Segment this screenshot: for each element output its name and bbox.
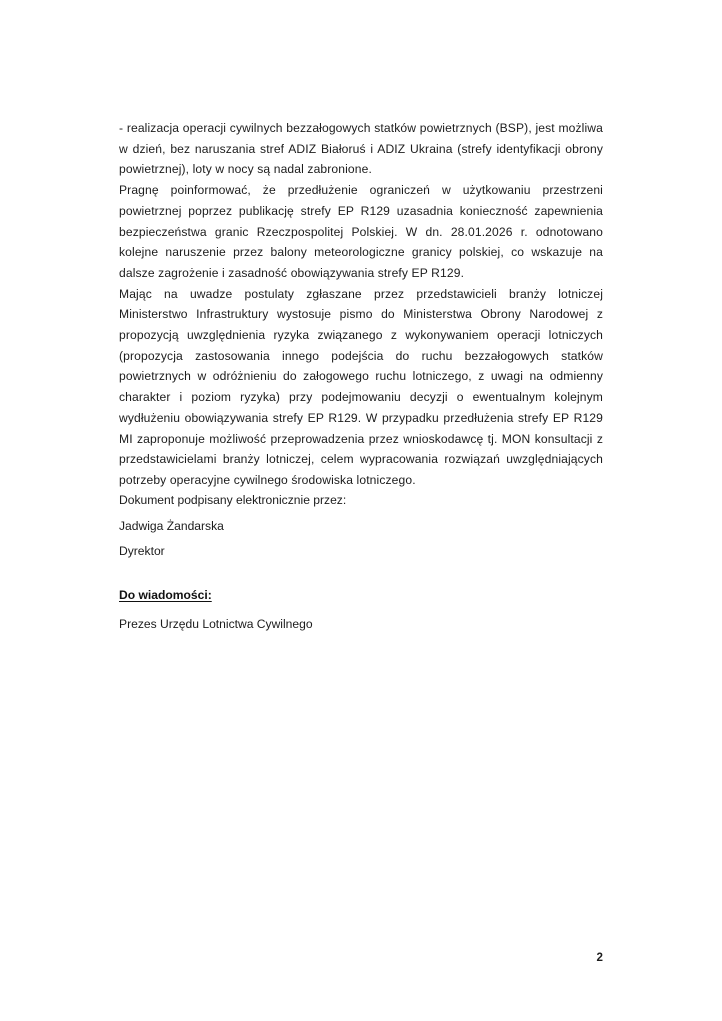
body-paragraph-3: Mając na uwadze postulaty zgłaszane przez przedstawicieli branży lotniczej Ministerstwo Infrastruktury wystosuje pismo do Ministerstwa Obrony Narodowej z propozycją uwzględnienia ryzyka związanego z wykonywaniem operacji lotniczych (propozycja zastosowania innego podejścia do ruchu bezzałogowych statków powietrznych w odróżnieniu do załogowego ruchu lotniczego, z uwagi na odmienny charakter i poziom ryzyka) przy podejmowaniu decyzji o ewentualnym kolejnym wydłużeniu obowiązywania strefy EP R129. W przypadku przedłużenia strefy EP R129 MI zaproponuje możliwość przeprowadzenia przez wnioskodawcę tj. MON konsultacji z przedstawicielami branży lotniczej, celem wypracowania rozwiązań uwzględniających potrzeby operacyjne cywilnego środowiska lotniczego. (119, 286, 603, 487)
cc-block (119, 584, 539, 635)
body-paragraph-2: Pragnę poinformować, że przedłużenie ograniczeń w użytkowaniu przestrzeni powietrznej poprzez publikację strefy EP R129 uzasadnia konieczność zapewnienia bezpieczeństwa granic Rzeczpospolitej Polskiej. W dn. 28.01.2026 r. odnotowano kolejne naruszenie przez balony meteorologiczne granicy polskiej, co wskazuje na dalsze zagrożenie i zasadność obowiązywania strefy EP R129. (119, 183, 603, 280)
signature-statement: Dokument podpisany elektronicznie przez: (119, 493, 347, 507)
signature-block (119, 488, 539, 565)
page-number: 2 (596, 951, 603, 964)
signatory-name: Jadwiga Żandarska (119, 518, 224, 533)
body-paragraph-bullet: - realizacja operacji cywilnych bezzałogowych statków powietrznych (BSP), jest możliwa w dzień, bez naruszania stref ADIZ Białoruś i ADIZ Ukraina (strefy identyfikacji obrony powietrznej), loty w nocy są nadal zabronione. (119, 121, 603, 177)
cc-heading: Do wiadomości: (119, 588, 212, 602)
signatory-title: Dyrektor (119, 544, 165, 558)
cc-recipient: Prezes Urzędu Lotnictwa Cywilnego (119, 617, 313, 631)
document-body (119, 118, 603, 491)
